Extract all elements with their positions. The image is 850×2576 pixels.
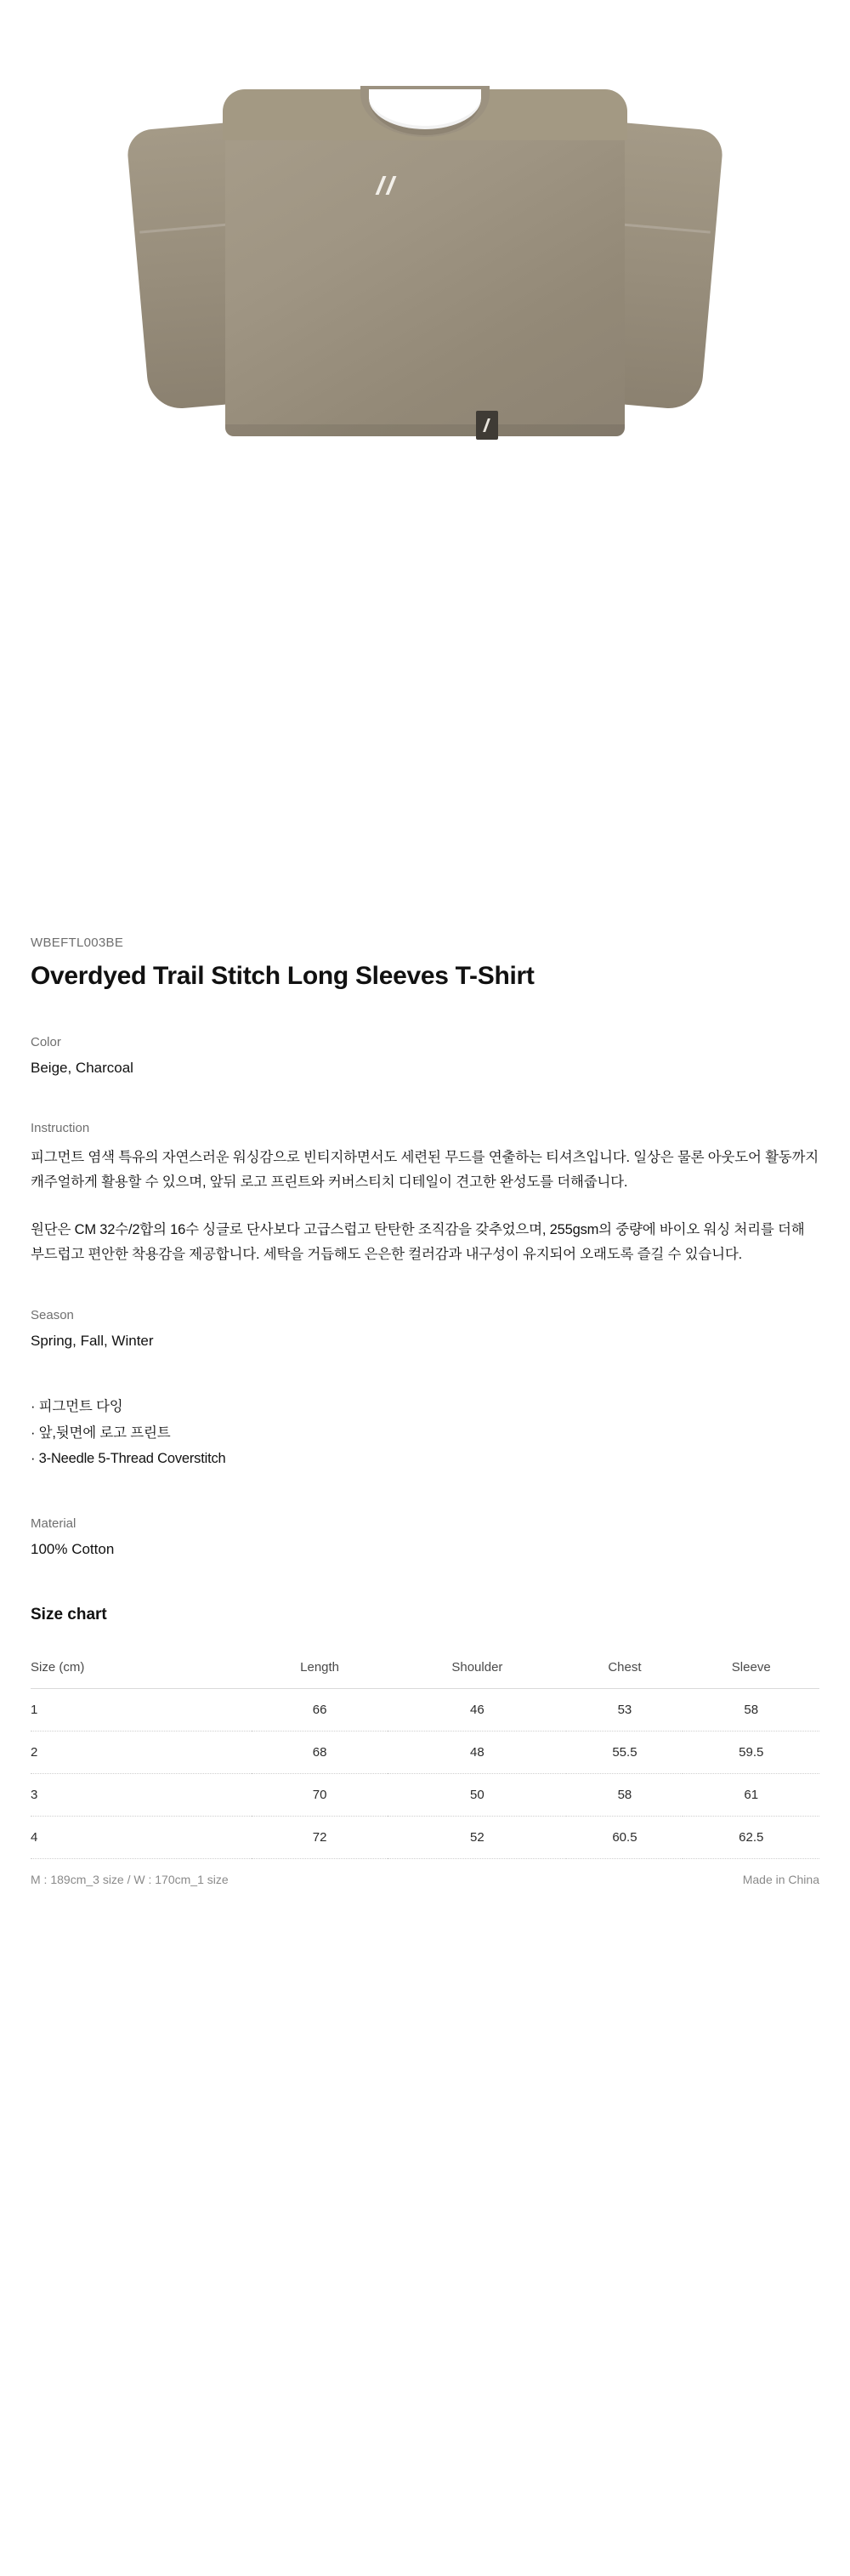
tshirt-illustration [128,81,722,446]
size-chart-footer [31,1859,819,1886]
product-sku: WBEFTL003BE [31,935,124,950]
spacer [31,1267,819,1308]
list-item: · 앞,뒷면에 로고 프린트 [31,1424,171,1441]
list-item: · 피그먼트 다잉 [31,1399,123,1415]
size-chart-table [31,1646,819,1859]
cell-shoulder: 52 [388,1816,566,1858]
cell-size: 1 [31,1688,252,1731]
cell-chest: 60.5 [566,1816,683,1858]
material-value: 100% Cotton [31,1540,115,1557]
color-value: Beige, Charcoal [31,1060,133,1076]
cell-shoulder: 48 [388,1731,566,1773]
column-header-size: Size (cm) [31,1646,252,1689]
cell-chest: 58 [566,1773,683,1816]
table-header-row [31,1646,819,1689]
spacer [31,1886,819,2073]
model-size-note: M : 189cm_3 size / W : 170cm_1 size [31,1872,229,1886]
cell-length: 66 [252,1688,388,1731]
season-label: Season [31,1308,74,1323]
hem-label-icon [476,411,498,440]
cell-chest: 55.5 [566,1731,683,1773]
cell-length: 68 [252,1731,388,1773]
table-row [31,1773,819,1816]
product-info [0,935,850,2073]
cell-size: 4 [31,1816,252,1858]
column-header-shoulder: Shoulder [388,1646,566,1689]
column-header-chest: Chest [566,1646,683,1689]
table-row [31,1688,819,1731]
product-image [0,0,850,935]
season-value: Spring, Fall, Winter [31,1333,154,1350]
cell-length: 70 [252,1773,388,1816]
cell-length: 72 [252,1816,388,1858]
instruction-paragraph-2: 원단은 CM 32수/2합의 16수 싱글로 단사보다 고급스럽고 탄탄한 조직감을 갖추었으며, 255gsm의 중량에 바이오 워싱 처리를 더해 부드럽고 편안한 착용감을 제공합니다. 세탁을 거듭해도 은은한 컬러감과 내구성이 유지되어 오래도록 즐길 수 있습니다. [31,1221,805,1263]
instruction-paragraph-1: 피그먼트 염색 특유의 자연스러운 워싱감으로 빈티지하면서도 세련된 무드를 연출하는 티셔츠입니다. 일상은 물론 아웃도어 활동까지 캐주얼하게 활용할 수 있으며, 앞뒤 로고 프린트와 커버스티치 디테일이 견고한 완성도를 더해줍니다. [31,1150,819,1191]
cell-chest: 53 [566,1688,683,1731]
cell-sleeve: 61 [683,1773,819,1816]
material-label: Material [31,1515,76,1531]
page-title: Overdyed Trail Stitch Long Sleeves T-Shirt [31,962,535,990]
cell-sleeve: 62.5 [683,1816,819,1858]
column-header-sleeve: Sleeve [683,1646,819,1689]
origin-note: Made in China [742,1872,819,1886]
cell-size: 3 [31,1773,252,1816]
shirt-body [225,96,625,436]
color-label: Color [31,1035,61,1049]
feature-list [31,1394,819,1472]
cell-size: 2 [31,1731,252,1773]
column-header-length: Length [252,1646,388,1689]
table-row [31,1816,819,1858]
cell-shoulder: 50 [388,1773,566,1816]
cell-sleeve: 58 [683,1688,819,1731]
size-chart-title: Size chart [31,1605,107,1624]
chest-logo-icon [372,176,403,195]
table-row [31,1731,819,1773]
cell-sleeve: 59.5 [683,1731,819,1773]
instruction-label: Instruction [31,1121,90,1135]
cell-shoulder: 46 [388,1688,566,1731]
list-item: · 3-Needle 5-Thread Coverstitch [31,1451,226,1467]
